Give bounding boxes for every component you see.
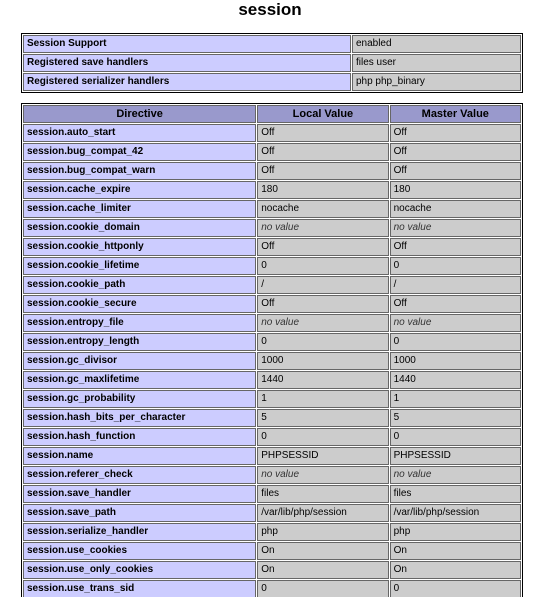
no-value-text: no value (261, 317, 300, 328)
master-value-column-header: Master Value (390, 105, 521, 123)
local-value: 5 (257, 409, 388, 427)
local-value: Off (257, 124, 388, 142)
master-value: Off (390, 295, 521, 313)
local-value (257, 219, 388, 237)
master-value: Off (390, 124, 521, 142)
master-value: 1 (390, 390, 521, 408)
session-directives-table (21, 103, 523, 597)
directive-name: session.cookie_httponly (23, 238, 256, 256)
directive-name: session.save_handler (23, 485, 256, 503)
local-value: nocache (257, 200, 388, 218)
table-row (23, 409, 521, 427)
local-value: Off (257, 143, 388, 161)
directive-name: session.bug_compat_42 (23, 143, 256, 161)
directive-name: session.gc_divisor (23, 352, 256, 370)
table-row (23, 143, 521, 161)
info-row (23, 35, 521, 53)
table-row (23, 162, 521, 180)
info-label: Session Support (23, 35, 351, 53)
table-row (23, 504, 521, 522)
master-value: /var/lib/php/session (390, 504, 521, 522)
master-value (390, 314, 521, 332)
table-row (23, 295, 521, 313)
directive-name: session.cookie_lifetime (23, 257, 256, 275)
master-value: 0 (390, 428, 521, 446)
master-value: 0 (390, 580, 521, 597)
no-value-text: no value (261, 469, 300, 480)
info-value: files user (352, 54, 521, 72)
local-value: 0 (257, 257, 388, 275)
directive-name: session.use_cookies (23, 542, 256, 560)
directive-name: session.auto_start (23, 124, 256, 142)
table-row (23, 523, 521, 541)
table-row (23, 428, 521, 446)
local-value: /var/lib/php/session (257, 504, 388, 522)
table-row (23, 200, 521, 218)
table-row (23, 371, 521, 389)
table-row (23, 561, 521, 579)
directive-name: session.use_only_cookies (23, 561, 256, 579)
directive-name: session.save_path (23, 504, 256, 522)
master-value: 180 (390, 181, 521, 199)
local-value: 180 (257, 181, 388, 199)
table-row (23, 238, 521, 256)
no-value-text: no value (393, 469, 432, 480)
table-row (23, 485, 521, 503)
local-value: 0 (257, 333, 388, 351)
master-value: 0 (390, 333, 521, 351)
table-row (23, 276, 521, 294)
table-row (23, 447, 521, 465)
directive-name: session.cookie_domain (23, 219, 256, 237)
directive-name: session.gc_probability (23, 390, 256, 408)
local-value: files (257, 485, 388, 503)
master-value (390, 466, 521, 484)
directive-name: session.referer_check (23, 466, 256, 484)
info-row (23, 54, 521, 72)
local-value: On (257, 561, 388, 579)
local-value-column-header: Local Value (257, 105, 388, 123)
local-value: 1440 (257, 371, 388, 389)
master-value: Off (390, 162, 521, 180)
info-label: Registered save handlers (23, 54, 351, 72)
master-value: On (390, 561, 521, 579)
master-value: 5 (390, 409, 521, 427)
page-title: session (238, 0, 302, 19)
master-value: files (390, 485, 521, 503)
table-row (23, 257, 521, 275)
table-row (23, 124, 521, 142)
table-row (23, 181, 521, 199)
directive-name: session.cache_limiter (23, 200, 256, 218)
master-value: 1440 (390, 371, 521, 389)
master-value: On (390, 542, 521, 560)
local-value: PHPSESSID (257, 447, 388, 465)
master-value: 0 (390, 257, 521, 275)
local-value: On (257, 542, 388, 560)
local-value (257, 466, 388, 484)
local-value: Off (257, 295, 388, 313)
info-label: Registered serializer handlers (23, 73, 351, 91)
local-value: Off (257, 238, 388, 256)
directive-column-header: Directive (23, 105, 256, 123)
directive-name: session.bug_compat_warn (23, 162, 256, 180)
directive-name: session.cookie_path (23, 276, 256, 294)
directive-name: session.entropy_file (23, 314, 256, 332)
info-row (23, 73, 521, 91)
master-value: PHPSESSID (390, 447, 521, 465)
directive-name: session.entropy_length (23, 333, 256, 351)
directive-name: session.cookie_secure (23, 295, 256, 313)
table-header-row (23, 105, 521, 123)
table-row (23, 219, 521, 237)
local-value: 0 (257, 428, 388, 446)
directive-name: session.name (23, 447, 256, 465)
master-value: Off (390, 238, 521, 256)
local-value: 1000 (257, 352, 388, 370)
local-value: 0 (257, 580, 388, 597)
table-row (23, 333, 521, 351)
info-value: php php_binary (352, 73, 521, 91)
directive-name: session.hash_function (23, 428, 256, 446)
local-value: php (257, 523, 388, 541)
no-value-text: no value (393, 222, 432, 233)
directive-name: session.gc_maxlifetime (23, 371, 256, 389)
directive-name: session.serialize_handler (23, 523, 256, 541)
no-value-text: no value (393, 317, 432, 328)
master-value (390, 219, 521, 237)
local-value: Off (257, 162, 388, 180)
directive-name: session.hash_bits_per_character (23, 409, 256, 427)
table-row (23, 314, 521, 332)
directive-name: session.cache_expire (23, 181, 256, 199)
directive-name: session.use_trans_sid (23, 580, 256, 597)
table-row (23, 390, 521, 408)
no-value-text: no value (261, 222, 300, 233)
table-row (23, 542, 521, 560)
master-value: Off (390, 143, 521, 161)
table-row (23, 580, 521, 597)
local-value: 1 (257, 390, 388, 408)
local-value (257, 314, 388, 332)
local-value: / (257, 276, 388, 294)
table-row (23, 466, 521, 484)
master-value: / (390, 276, 521, 294)
table-row (23, 352, 521, 370)
master-value: 1000 (390, 352, 521, 370)
master-value: nocache (390, 200, 521, 218)
info-value: enabled (352, 35, 521, 53)
session-info-table (21, 33, 523, 93)
master-value: php (390, 523, 521, 541)
